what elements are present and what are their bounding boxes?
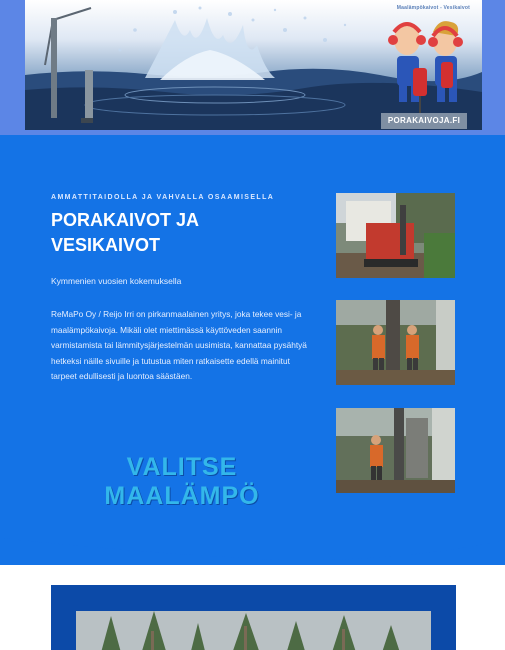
drilling-rig-photo xyxy=(336,193,455,278)
section-divider xyxy=(0,520,505,565)
workers-drilling-photo xyxy=(336,300,455,385)
cta-line-2: MAALÄMPÖ xyxy=(104,482,260,510)
intro-eyebrow: AMMATTITAIDOLLA JA VAHVALLA OSAAMISELLA xyxy=(51,194,275,201)
hero-banner xyxy=(25,0,482,130)
cta-line-1: VALITSE xyxy=(126,453,238,481)
intro-body: ReMaPo Oy / Reijo Irri on pirkanmaalainen yritys, joka tekee vesi- ja maalämpökaivoja. Mikäli olet miettimässä käyttöveden saannin varmistamista tai lämmitysjärjestelmän uusimista, kannattaa pysähtyä hetkeksi näille sivuille ja tutustua miten ratkaisette edellä mainitut tarpeet edullisesti ja luontoa säästäen. xyxy=(51,309,307,381)
drill-mascot-icon[interactable] xyxy=(381,10,471,130)
forest-video-thumbnail[interactable] xyxy=(76,611,431,650)
page-title: PORAKAIVOT JA VESIKAIVOT xyxy=(51,210,199,255)
hero-banner-frame xyxy=(0,0,505,135)
intro-subtitle: Kymmenien vuosien kokemuksella xyxy=(51,276,182,286)
worker-at-rig-photo xyxy=(336,408,455,493)
well-pump-icon xyxy=(33,0,93,130)
logo-wordmark[interactable]: PORAKAIVOJA.FI xyxy=(381,113,467,129)
banner-tagline: Maalämpökaivot - Vesikaivot xyxy=(396,5,470,11)
valitse-maalampo-link[interactable] xyxy=(92,453,272,511)
